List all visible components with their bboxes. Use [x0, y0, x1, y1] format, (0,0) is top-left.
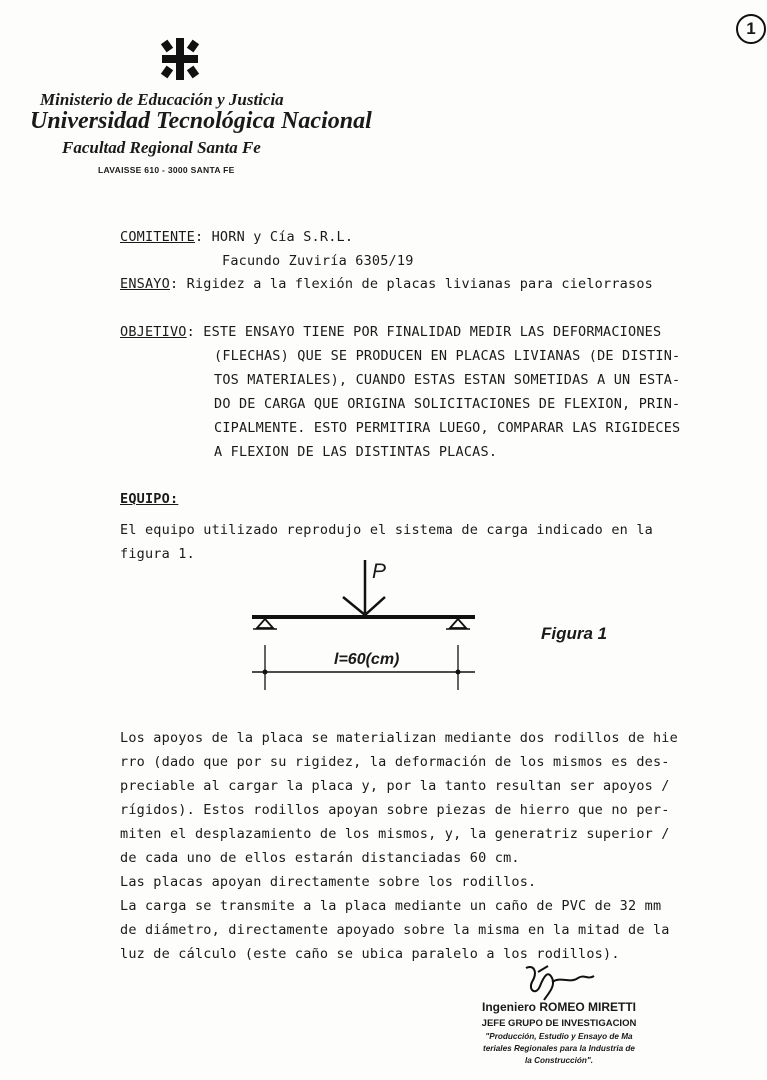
- body-line: Los apoyos de la placa se materializan mediante dos rodillos de hie: [120, 730, 678, 746]
- objetivo-line: TOS MATERIALES), CUANDO ESTAS ESTAN SOMETIDAS A UN ESTA-: [214, 372, 681, 388]
- objetivo-line: (FLECHAS) QUE SE PRODUCEN EN PLACAS LIVIANAS (DE DISTIN-: [214, 348, 681, 364]
- equipo-line: figura 1.: [120, 546, 195, 562]
- left-support: [257, 619, 273, 628]
- objetivo-line: DO DE CARGA QUE ORIGINA SOLICITACIONES DE FLEXION, PRIN-: [214, 396, 681, 412]
- body-line: preciable al cargar la placa y, por la tanto resultan ser apoyos /: [120, 778, 670, 794]
- body-line: miten el desplazamiento de los mismos, y, la generatriz superior /: [120, 826, 670, 842]
- signature-line: teriales Regionales para la Industria de: [483, 1044, 635, 1053]
- body-line: luz de cálculo (este caño se ubica paralelo a los rodillos).: [120, 946, 620, 962]
- page-number: 1: [736, 14, 766, 44]
- signature-line: "Producción, Estudio y Ensayo de Ma: [485, 1032, 633, 1041]
- body-line: rígidos). Estos rodillos apoyan sobre piezas de hierro que no per-: [120, 802, 670, 818]
- ensayo-label: ENSAYO: [120, 276, 170, 292]
- ensayo-row: ENSAYO: Rigidez a la flexión de placas livianas para cielorrasos: [120, 276, 653, 292]
- span-label: l=60(cm): [334, 651, 400, 668]
- load-label: P: [372, 560, 387, 583]
- figure-caption: Figura 1: [541, 624, 608, 643]
- comitente-row: COMITENTE: HORN y Cía S.R.L.: [120, 229, 354, 245]
- objetivo-label: OBJETIVO: [120, 324, 187, 340]
- equipo-line: El equipo utilizado reprodujo el sistema de carga indicado en la: [120, 522, 653, 538]
- body-line: Las placas apoyan directamente sobre los rodillos.: [120, 874, 537, 890]
- comitente-name: HORN y Cía S.R.L.: [211, 229, 354, 245]
- signature-line: la Construcción".: [524, 1056, 594, 1065]
- body-line: La carga se transmite a la placa mediante un caño de PVC de 32 mm: [120, 898, 662, 914]
- signature-name: Ingeniero ROMEO MIRETTI: [481, 1000, 636, 1014]
- objetivo-line: A FLEXION DE LAS DISTINTAS PLACAS.: [214, 444, 498, 460]
- signature-title: JEFE GRUPO DE INVESTIGACION: [481, 1018, 637, 1029]
- comitente-address: Facundo Zuviría 6305/19: [222, 253, 414, 269]
- ensayo-text: Rigidez a la flexión de placas livianas para cielorrasos: [186, 276, 653, 292]
- body-line: de cada uno de ellos estarán distanciadas 60 cm.: [120, 850, 520, 866]
- utn-logo-icon: [160, 38, 200, 80]
- signature-scribble: [518, 962, 598, 1002]
- objetivo-line: CIPALMENTE. ESTO PERMITIRA LUEGO, COMPARAR LAS RIGIDECES: [214, 420, 681, 436]
- objetivo-row: OBJETIVO: ESTE ENSAYO TIENE POR FINALIDAD MEDIR LAS DEFORMACIONES: [120, 324, 662, 340]
- letterhead-ministry: Ministerio de Educación y Justicia: [40, 90, 284, 109]
- body-line: de diámetro, directamente apoyado sobre la misma en la mitad de la: [120, 922, 670, 938]
- comitente-label: COMITENTE: [120, 229, 195, 245]
- letterhead-faculty: Facultad Regional Santa Fe: [62, 138, 261, 157]
- figure-load-diagram: [240, 555, 500, 690]
- equipo-heading: EQUIPO:: [120, 491, 179, 507]
- letterhead-university: Universidad Tecnológica Nacional: [30, 108, 372, 134]
- right-support: [450, 619, 466, 628]
- letterhead-address: LAVAISSE 610 - 3000 SANTA FE: [98, 165, 235, 175]
- body-line: rro (dado que por su rigidez, la deformación de los mismos es des-: [120, 754, 670, 770]
- objetivo-line: ESTE ENSAYO TIENE POR FINALIDAD MEDIR LAS DEFORMACIONES: [203, 324, 662, 340]
